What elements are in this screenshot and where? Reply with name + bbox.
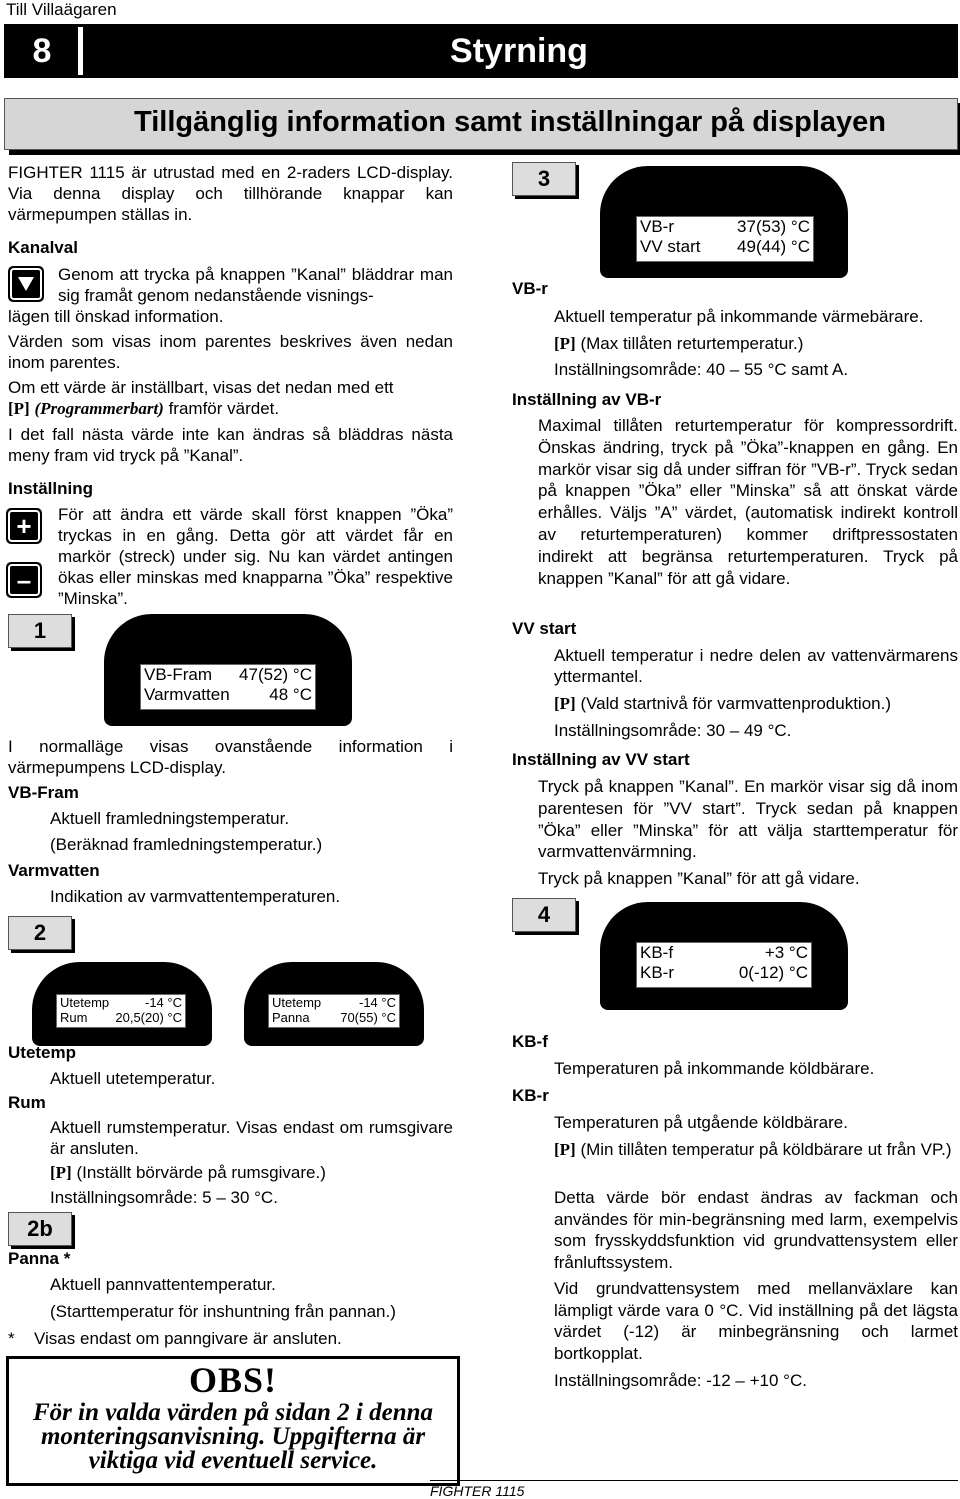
inst-vv-paragraph: Tryck på knappen ”Kanal”. En markör visar sig då inom parentesen för ”VV start”. Tryck sedan på knappen ”Öka” eller ”Minska” för att välja starttemperatur för varmvattenvärmning. — [538, 777, 958, 862]
chapter-title: Styrning — [450, 31, 588, 70]
lcd-screen-2a — [56, 994, 186, 1028]
rum-heading: Rum — [8, 1093, 46, 1112]
lcd-label: VB-Fram — [144, 665, 212, 684]
lcd-display-2b — [244, 962, 424, 1046]
lcd-row — [141, 665, 315, 685]
page-footer: FIGHTER 1115 — [430, 1480, 958, 1499]
chapter-number: 8 — [6, 27, 83, 75]
obs-title: OBS! — [188, 1360, 278, 1400]
lcd-value: -14 °C — [145, 995, 182, 1010]
vbfram-heading: VB-Fram — [8, 783, 79, 802]
kbf-line1: Temperaturen på inkommande köldbärare. — [554, 1059, 875, 1078]
nochange-paragraph: I det fall nästa värde inte kan ändras så bläddras nästa meny fram vid tryck på ”Kanal”. — [8, 425, 453, 465]
document-header-label: Till Villaägaren — [6, 0, 117, 19]
vbr-line1: Aktuell temperatur på inkommande värmebärare. — [554, 307, 924, 326]
kanalval-text: Genom att trycka på knappen ”Kanal” bläddrar man sig framåt genom nedanstående visnings- — [58, 265, 453, 305]
plus-icon: + — [8, 510, 40, 542]
rum-line1: Aktuell rumstemperatur. Visas endast om rumsgivare är ansluten. — [50, 1118, 453, 1158]
step-box-2: 2 — [8, 916, 72, 950]
inst-vv-paragraph2: Tryck på knappen ”Kanal” för att gå vidare. — [538, 869, 860, 888]
lcd-label: VV start — [640, 237, 701, 256]
kbr-line1: Temperaturen på utgående köldbärare. — [554, 1113, 848, 1132]
kbr-heading: KB-r — [512, 1086, 549, 1105]
lcd-row — [57, 1010, 185, 1025]
lcd-value: 37(53) °C — [737, 217, 810, 236]
lcd-row — [57, 995, 185, 1010]
kbr-paragraph3: Detta värde bör endast ändras av fackman och användes för min-begränsning med larm, exempelvis som frysskyddsfunktion vid grundvattensystem eller frånluftssystem. — [554, 1188, 958, 1273]
oka-button-icon — [6, 508, 42, 544]
kbr-paragraph4: Vid grundvattensystem med mellanväxlare kan lämpligt värde vara 0 °C. Vid inställning på det lägsta värdet (-12) är minbegränsning och larmet bortkopplat. — [554, 1279, 958, 1364]
settable-text-end: framför värdet. — [163, 399, 280, 418]
lcd-display-2a — [32, 962, 212, 1046]
lcd-row — [637, 217, 813, 237]
vvstart-line1: Aktuell temperatur i nedre delen av vattenvärmarens yttermantel. — [554, 646, 958, 686]
lcd-label: Varmvatten — [144, 685, 230, 704]
minus-icon: – — [8, 564, 40, 596]
kanalval-text-end: lägen till önskad information. — [8, 307, 224, 326]
lcd-row — [269, 1010, 399, 1025]
lcd-display-4 — [600, 902, 848, 1010]
step-box-4: 4 — [512, 898, 576, 932]
lcd-value: +3 °C — [764, 943, 808, 962]
vvstart-line2-text: (Vald startnivå för varmvattenproduktion.) — [575, 694, 891, 713]
kbf-heading: KB-f — [512, 1032, 548, 1051]
footnote-star: * — [8, 1329, 15, 1348]
lcd-label: Utetemp — [272, 995, 322, 1010]
lcd-value: 49(44) °C — [737, 237, 810, 256]
lcd-label: Rum — [60, 1010, 88, 1025]
lcd-label: Utetemp — [60, 995, 110, 1010]
lcd-label: KB-r — [640, 963, 674, 982]
parentes-paragraph: Värden som visas inom parentes beskrives även nedan inom parentes. — [8, 332, 453, 372]
varmvatten-heading: Varmvatten — [8, 861, 100, 880]
rum-line2-text: (Inställt börvärde på rumsgivare.) — [71, 1163, 326, 1182]
installning-heading: Inställning — [8, 479, 93, 498]
obs-box — [6, 1356, 460, 1486]
lcd-value: 70(55) °C — [340, 1010, 396, 1025]
lcd-screen-1 — [140, 664, 316, 710]
vvstart-line2 — [554, 693, 891, 714]
lcd-row — [269, 995, 399, 1010]
varmvatten-line1: Indikation av varmvattentemperaturen. — [50, 887, 341, 906]
panna-line1: Aktuell pannvattentemperatur. — [50, 1275, 276, 1294]
normal-paragraph: I normalläge visas ovanstående information i värmepumpens LCD-display. — [8, 737, 453, 777]
section-title: Tillgänglig information samt inställningar på displayen — [134, 106, 886, 138]
p-marker: [P] — [8, 399, 30, 418]
lcd-screen-4 — [636, 942, 812, 988]
rum-line2 — [50, 1162, 326, 1183]
lcd-display-1 — [104, 614, 352, 726]
lcd-value: 0(-12) °C — [738, 963, 808, 982]
obs-text: För in valda värden på sidan 2 i denna monteringsanvisning. Uppgifterna är viktiga vid eventuell service. — [32, 1399, 434, 1474]
kbr-line2 — [554, 1139, 958, 1160]
inst-vbr-heading: Inställning av VB-r — [512, 390, 662, 409]
lcd-label: Panna — [272, 1010, 310, 1025]
kanalval-heading: Kanalval — [8, 238, 78, 257]
arrow-down-icon — [10, 268, 42, 300]
lcd-value: 47(52) °C — [239, 665, 312, 684]
programmerbart-label: (Programmerbart) — [34, 399, 164, 418]
lcd-value: 48 °C — [269, 685, 312, 704]
lcd-label: KB-f — [640, 943, 674, 962]
settable-text: Om ett värde är inställbart, visas det nedan med ett — [8, 378, 394, 397]
panna-line2: (Starttemperatur för inshuntning från pannan.) — [50, 1302, 396, 1321]
intro-paragraph: FIGHTER 1115 är utrustad med en 2-raders LCD-display. Via denna display och tillhörande knappar kan värmepumpen ställas in. — [8, 163, 453, 224]
lcd-value: -14 °C — [359, 995, 396, 1010]
footnote-text: Visas endast om panngivare är ansluten. — [34, 1329, 342, 1348]
vbfram-line1: Aktuell framledningstemperatur. — [50, 809, 290, 828]
lcd-screen-3 — [636, 216, 814, 262]
utetemp-line1: Aktuell utetemperatur. — [50, 1069, 216, 1088]
settable-paragraph — [8, 377, 453, 419]
vbr-line3: Inställningsområde: 40 – 55 °C samt A. — [554, 360, 849, 379]
panna-heading: Panna * — [8, 1249, 71, 1268]
p-marker: [P] — [554, 1140, 576, 1159]
lcd-row — [637, 963, 811, 983]
lcd-row — [141, 685, 315, 705]
step-box-1: 1 — [8, 614, 72, 648]
step-box-3: 3 — [512, 162, 576, 196]
utetemp-heading: Utetemp — [8, 1043, 77, 1062]
rum-line3: Inställningsområde: 5 – 30 °C. — [50, 1188, 278, 1207]
installning-paragraph: För att ändra ett värde skall först knappen ”Öka” tryckas in en gång. Detta gör att värdet får en markör (streck) under sig. Nu kan värdet antingen ökas eller minskas med knapparna ”Öka” respektive ”Minska”. — [58, 505, 453, 608]
vvstart-line3: Inställningsområde: 30 – 49 °C. — [554, 721, 792, 740]
vbr-heading: VB-r — [512, 279, 548, 298]
p-marker: [P] — [554, 334, 576, 353]
lcd-row — [637, 943, 811, 963]
vbr-line2-text: (Max tillåten returtemperatur.) — [575, 334, 804, 353]
kanal-button-icon — [8, 266, 44, 302]
inst-vv-heading: Inställning av VV start — [512, 750, 690, 769]
vbfram-line2: (Beräknad framledningstemperatur.) — [50, 835, 323, 854]
kbr-line2-text: (Min tillåten temperatur på köldbärare ut från VP.) — [575, 1140, 952, 1159]
lcd-display-3 — [600, 166, 848, 278]
vbr-line2 — [554, 333, 803, 354]
step-box-2b: 2b — [8, 1212, 72, 1246]
lcd-value: 20,5(20) °C — [115, 1010, 182, 1025]
lcd-screen-2b — [268, 994, 400, 1028]
minska-button-icon — [6, 562, 42, 598]
vvstart-heading: VV start — [512, 619, 577, 638]
lcd-label: VB-r — [640, 217, 674, 236]
lcd-row — [637, 237, 813, 257]
kbr-paragraph5: Inställningsområde: -12 – +10 °C. — [554, 1371, 807, 1390]
p-marker: [P] — [554, 694, 576, 713]
inst-vbr-paragraph: Maximal tillåten returtemperatur för kompressordrift. Önskas ändring, tryck på ”Öka”-knappen en gång. En markör visar sig då under siffran för ”VB-r”. Tryck sedan på knappen ”Öka” eller ”Minska” så att önskat värde erhålles. Väljs ”A” värdet, (automatisk indirekt kontroll av returtemperaturen) kommer driftpressostaten indirekt att begränsa returtemperaturen. Tryck på knappen ”Kanal” för att gå vidare. — [538, 416, 958, 588]
p-marker: [P] — [50, 1163, 72, 1182]
